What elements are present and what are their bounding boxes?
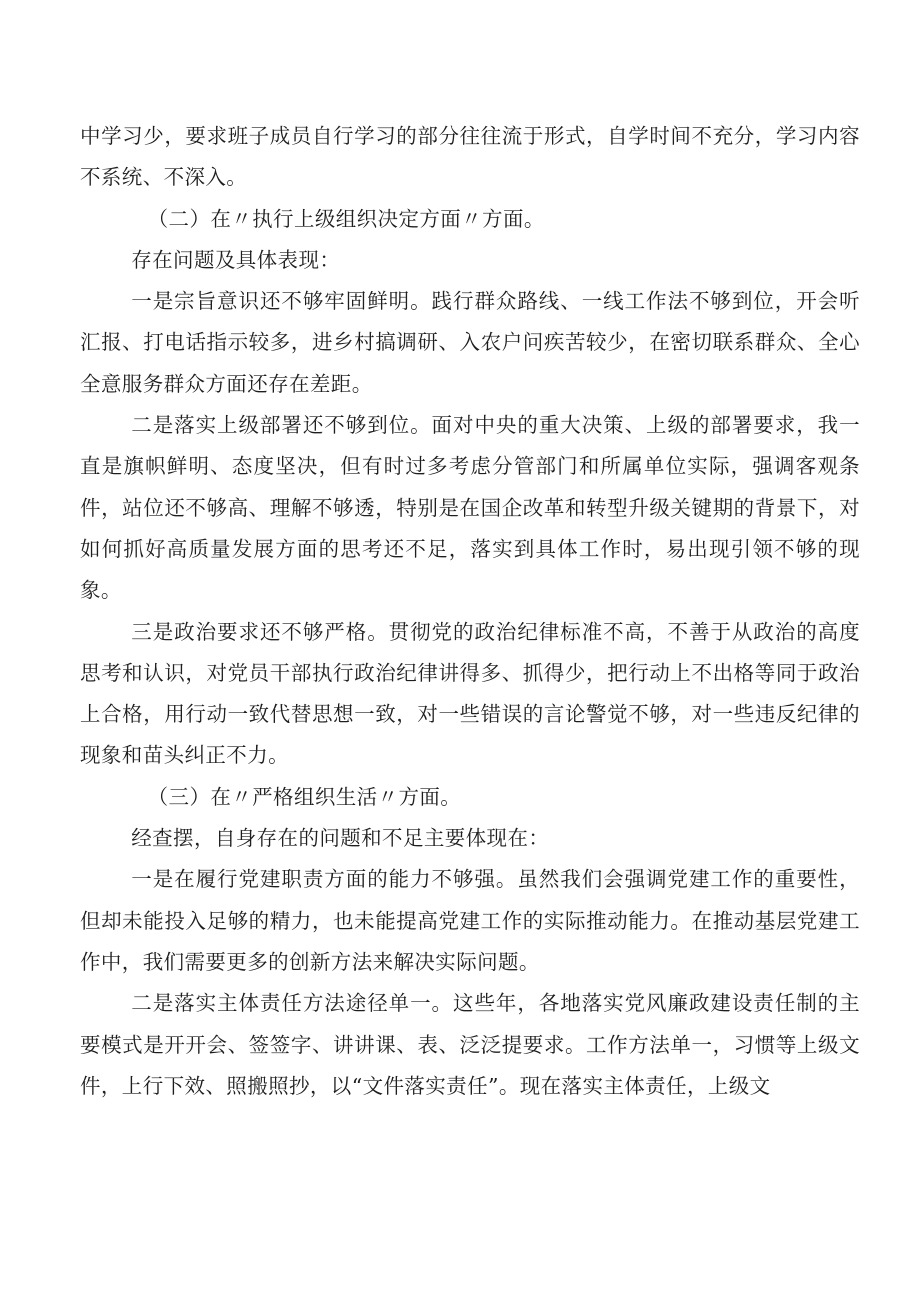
paragraph-problems-intro: 存在问题及具体表现：: [131, 247, 341, 272]
document-body: [80, 116, 860, 1107]
section-heading-two: （二）在〃执行上级组织决定方面〃方面。: [147, 206, 545, 231]
paragraph-point-one: 一是宗旨意识还不够牢固鲜明。践行群众路线、一线工作法不够到位，开会听汇报、打电话指示较多，进乡村搞调研、入农户问疾苦较少，在密切联系群众、全心全意服务群众方面还存在差距。: [80, 289, 860, 396]
paragraph-review-one: 一是在履行党建职责方面的能力不够强。虽然我们会强调党建工作的重要性，但却未能投入足够的精力，也未能提高党建工作的实际推动能力。在推动基层党建工作中，我们需要更多的创新方法来解决实际问题。: [80, 867, 860, 974]
paragraph-point-three: 三是政治要求还不够严格。贯彻党的政治纪律标准不高，不善于从政治的高度思考和认识，对党员干部执行政治纪律讲得多、抓得少，把行动上不出格等同于政治上合格，用行动一致代替思想一致，对一些错误的言论警觉不够，对一些违反纪律的现象和苗头纠正不力。: [80, 619, 860, 768]
paragraph-review-intro: 经查摆，自身存在的问题和不足主要体现在：: [131, 826, 550, 851]
paragraph-review-two: 二是落实主体责任方法途径单一。这些年，各地落实党风廉政建设责任制的主要模式是开开会、签签字、讲讲课、表、泛泛提要求。工作方法单一，习惯等上级文件，上行下效、照搬照抄，以“文件落实责任”。现在落实主体责任，上级文: [80, 991, 860, 1098]
paragraph-continued: 中学习少，要求班子成员自行学习的部分往往流于形式，自学时间不充分，学习内容不系统、不深入。: [80, 124, 860, 190]
paragraph-point-two: 二是落实上级部署还不够到位。面对中央的重大决策、上级的部署要求，我一直是旗帜鲜明、态度坚决，但有时过多考虑分管部门和所属单位实际，强调客观条件，站位还不够高、理解不够透，特别是在国企改革和转型升级关键期的背景下，对如何抓好高质量发展方面的思考还不足，落实到具体工作时，易出现引领不够的现象。: [80, 413, 860, 603]
section-heading-three: （三）在〃严格组织生活〃方面。: [147, 784, 462, 809]
